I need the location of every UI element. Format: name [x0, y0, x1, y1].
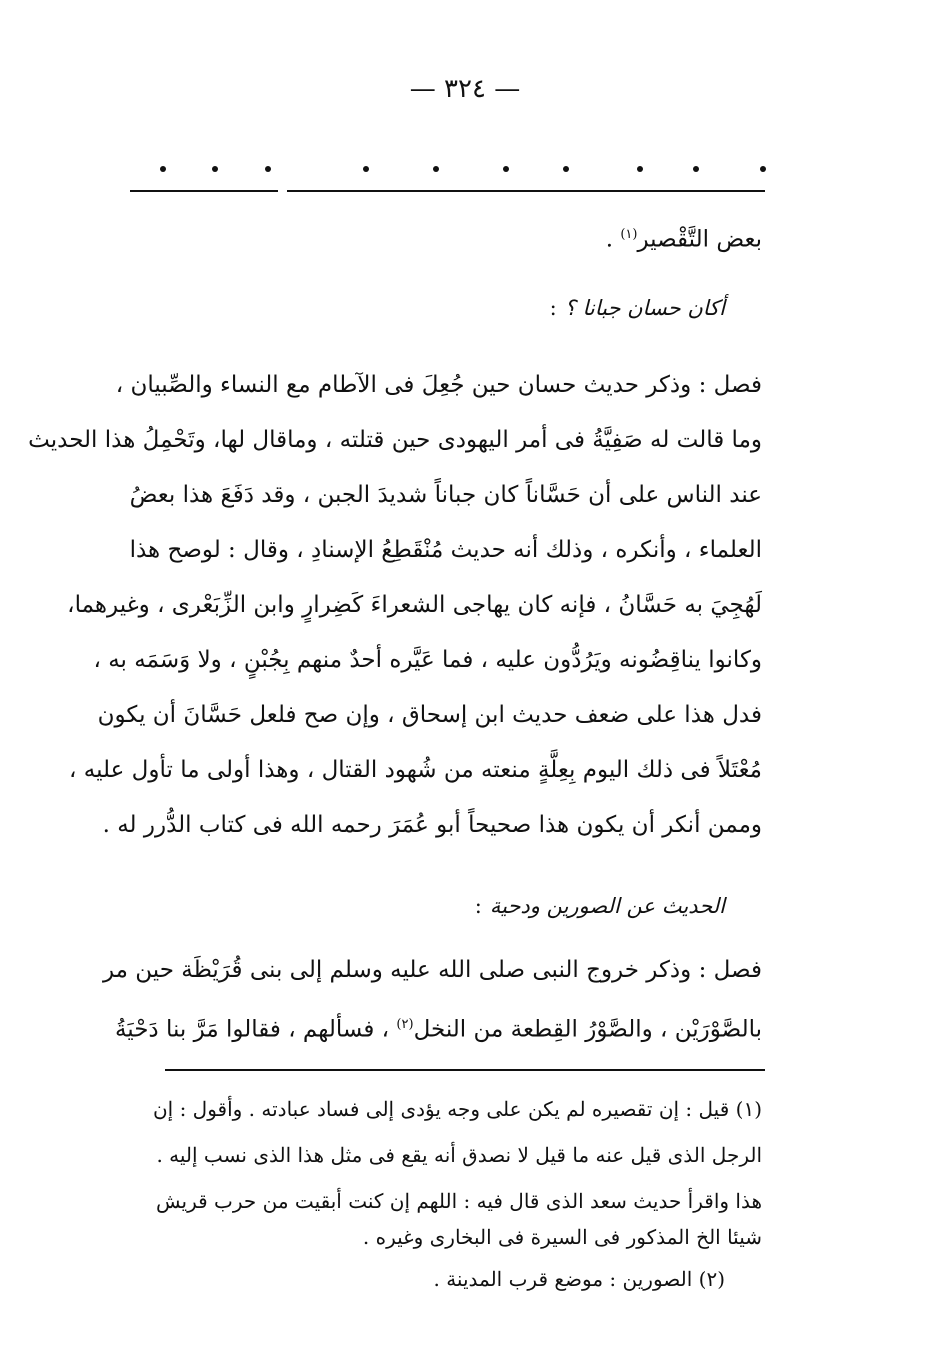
- paragraph-line: [114, 1010, 762, 1045]
- footnote-rule: [165, 1069, 765, 1071]
- heading-colon: :: [474, 894, 482, 918]
- paragraph-line: فصل : وذكر خروج النبى صلى الله عليه وسلم إلى بنى قُرَيْظَة حين مر: [102, 957, 762, 983]
- page-number: — ٣٢٤ —: [409, 74, 521, 104]
- paragraph-line: وكانوا يناقِضُونه ويَرُدُّون عليه ، فما عَيَّره أحدٌ منهم بِجُبْنٍ ، ولا وَسَمَه به ،: [93, 647, 762, 673]
- continuation-text: بعض التَّقْصير: [637, 226, 762, 253]
- separator-dot: [693, 166, 699, 172]
- heading-colon: :: [549, 296, 557, 320]
- separator-dot: [433, 166, 439, 172]
- separator-dot: [637, 166, 643, 172]
- separator-dot: [265, 166, 271, 172]
- paragraph-line: مُعْتَلاً فى ذلك اليوم بِعِلَّةٍ منعته من شُهود القتال ، وهذا أولى ما تأول عليه ،: [69, 757, 762, 783]
- footnote-line: هذا واقرأ حديث سعد الذى قال فيه : اللهم إن كنت أبقيت من حرب قريش: [156, 1189, 762, 1213]
- footnote-ref-2: (٢): [396, 1017, 414, 1032]
- separator-dot: [760, 166, 766, 172]
- footnote-line: شيئا الخ المذكور فى السيرة فى البخارى وغيره .: [362, 1225, 762, 1249]
- header-rule-right: [287, 190, 765, 192]
- paragraph-text: بالصَّوْرَيْن ، والصَّوْرُ القِطعة من النخل: [413, 1016, 762, 1043]
- separator-dot: [363, 166, 369, 172]
- footnote-line: (١) قيل : إن تقصيره لم يكن على وجه يؤدى إلى فساد عبادته . وأقول : إن: [152, 1097, 762, 1121]
- separator-dot: [212, 166, 218, 172]
- paragraph-line: فصل : وذكر حديث حسان حين جُعِلَ فى الآطام مع النساء والصِّبيان ،: [115, 372, 762, 398]
- paragraph-line: لَهُجِيَ به حَسَّانُ ، فإنه كان يهاجى الشعراءَ كَضِرارٍ وابن الزِّبَعْرى ، وغيرهما،: [67, 592, 762, 618]
- separator-dot: [160, 166, 166, 172]
- header-rule-left: [130, 190, 278, 192]
- paragraph-line: فدل هذا على ضعف حديث ابن إسحاق ، وإن صح فلعل حَسَّانَ أن يكون: [97, 702, 762, 728]
- continuation-period: .: [605, 226, 621, 253]
- heading-text: الحديث عن الصورين ودحية: [489, 894, 725, 918]
- paragraph-line: وما قالت له صَفِيَّةُ فى أمر اليهودى حين قتلته ، وماقال لها، وتَحْمِلُ هذا الحديث: [28, 427, 762, 453]
- paragraph-line: العلماء ، وأنكره ، وذلك أنه حديث مُنْقَطِعُ الإسنادِ ، وقال : لوصح هذا: [129, 537, 762, 563]
- footnote-ref-1: (١): [620, 227, 638, 242]
- footnote-line: الرجل الذى قيل عنه ما قيل لا نصدق أنه يقع فى مثل هذا الذى نسب إليه .: [156, 1143, 762, 1167]
- continuation-line: [162, 220, 762, 255]
- paragraph-line: وممن أنكر أن يكون هذا صحيحاً أبو عُمَرَ رحمه الله فى كتاب الدُّرر له .: [102, 812, 762, 838]
- separator-dot: [503, 166, 509, 172]
- separator-dot: [563, 166, 569, 172]
- footnote-line: (٢) الصورين : موضع قرب المدينة .: [433, 1267, 725, 1291]
- heading-text: أكان حسان جبانا ؟: [564, 296, 725, 320]
- paragraph-line: عند الناس على أن حَسَّاناً كان جباناً شديدَ الجبن ، وقد دَفَعَ هذا بعضُ: [129, 482, 762, 508]
- section-heading-sawrayn: [475, 894, 725, 918]
- paragraph-text: ، فسألهم ، فقالوا مَرَّ بنا دَحْيَةُ: [114, 1016, 397, 1043]
- section-heading-hassan: [550, 296, 725, 320]
